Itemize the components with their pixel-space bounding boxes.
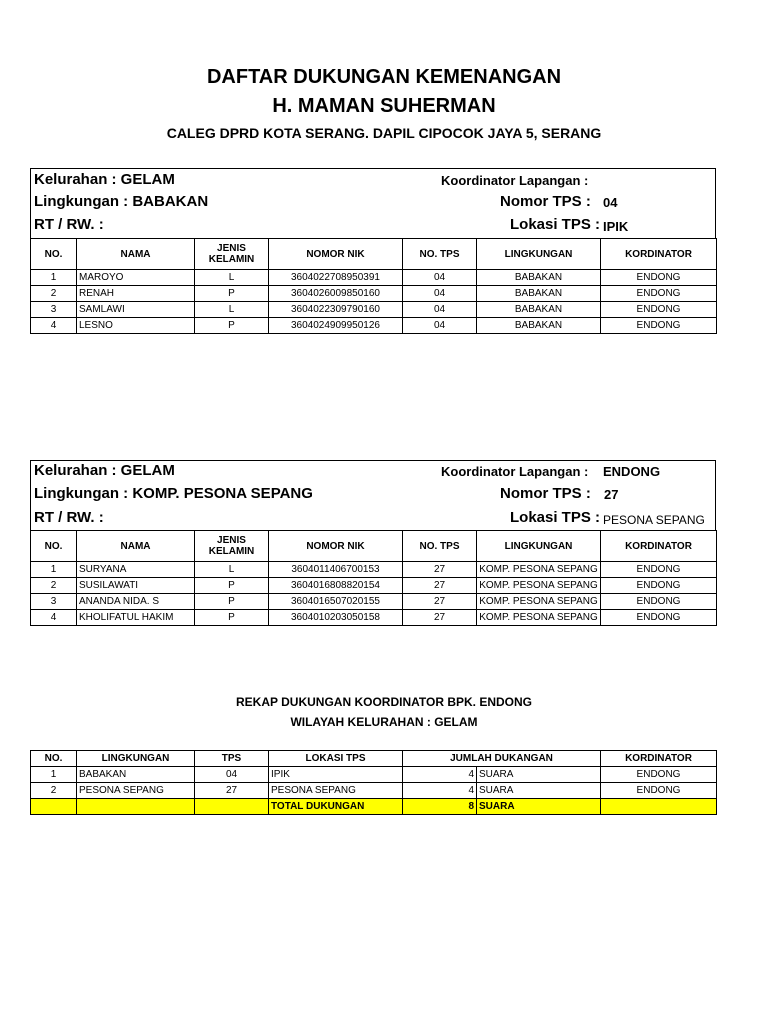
kelurahan-label: Kelurahan : GELAM	[34, 462, 175, 479]
col-kordinator: KORDINATOR	[601, 751, 717, 767]
lokasi-tps-label: Lokasi TPS :	[510, 216, 601, 233]
table-header-row	[31, 531, 717, 562]
col-jenis-kelamin: JENIS KELAMIN	[195, 239, 269, 270]
col-kordinator: KORDINATOR	[601, 531, 717, 562]
lokasi-tps-label: Lokasi TPS :	[510, 509, 601, 526]
col-tps: TPS	[195, 751, 269, 767]
col-kordinator: KORDINATOR	[601, 239, 717, 270]
rekap-title: REKAP DUKUNGAN KOORDINATOR BPK. ENDONG	[235, 695, 532, 709]
section-info-box	[30, 168, 716, 238]
lokasi-tps-value: IPIK	[603, 219, 629, 234]
nomor-tps-label: Nomor TPS :	[500, 485, 591, 502]
rekap-subtitle: WILAYAH KELURAHAN : GELAM	[290, 715, 478, 729]
total-row	[31, 799, 717, 815]
table-row: 1 BABAKAN 04 IPIK 4 SUARA ENDONG	[31, 767, 717, 783]
koordinator-value: ENDONG	[603, 464, 661, 479]
col-nama: NAMA	[77, 531, 195, 562]
section-info-box	[30, 460, 716, 530]
table-header-row	[31, 239, 717, 270]
table-row: 1 MAROYO L 3604022708950391 04 BABAKAN ENDONG	[31, 270, 717, 286]
document-title: DAFTAR DUKUNGAN KEMENANGAN	[206, 66, 562, 88]
table-row: 3 ANANDA NIDA. S P 3604016507020155 27 KOMP. PESONA SEPANG ENDONG	[31, 594, 717, 610]
nomor-tps-label: Nomor TPS :	[500, 193, 591, 210]
kelurahan-label: Kelurahan : GELAM	[34, 171, 175, 188]
document-subtitle: CALEG DPRD KOTA SERANG. DAPIL CIPOCOK JAYA 5, SERANG	[166, 125, 602, 141]
col-no: NO.	[31, 239, 77, 270]
section-babakan	[30, 168, 716, 334]
total-value: 8	[403, 799, 477, 815]
section-pesona-sepang	[30, 460, 716, 626]
col-no: NO.	[31, 531, 77, 562]
table-row: 2 SUSILAWATI P 3604016808820154 27 KOMP. PESONA SEPANG ENDONG	[31, 578, 717, 594]
lingkungan-label: Lingkungan : KOMP. PESONA SEPANG	[34, 485, 313, 502]
col-lingkungan: LINGKUNGAN	[77, 751, 195, 767]
candidate-name: H. MAMAN SUHERMAN	[272, 95, 496, 117]
lokasi-tps-value: PESONA SEPANG	[603, 513, 705, 527]
col-no-tps: NO. TPS	[403, 531, 477, 562]
col-lingkungan: LINGKUNGAN	[477, 531, 601, 562]
rekap-section	[30, 750, 716, 815]
table-row: 4 LESNO P 3604024909950126 04 BABAKAN ENDONG	[31, 318, 717, 334]
col-nomor-nik: NOMOR NIK	[269, 239, 403, 270]
col-jenis-kelamin: JENIS KELAMIN	[195, 531, 269, 562]
table-row: 2 RENAH P 3604026009850160 04 BABAKAN ENDONG	[31, 286, 717, 302]
lingkungan-label: Lingkungan : BABAKAN	[34, 193, 209, 210]
nomor-tps-value: 27	[604, 487, 619, 502]
col-lokasi-tps: LOKASI TPS	[269, 751, 403, 767]
supporter-table	[30, 238, 717, 334]
koordinator-label: Koordinator Lapangan :	[441, 173, 589, 188]
supporter-table	[30, 530, 717, 626]
total-unit: SUARA	[477, 799, 601, 815]
table-row: 2 PESONA SEPANG 27 PESONA SEPANG 4 SUARA ENDONG	[31, 783, 717, 799]
col-no: NO.	[31, 751, 77, 767]
col-lingkungan: LINGKUNGAN	[477, 239, 601, 270]
table-row: 4 KHOLIFATUL HAKIM P 3604010203050158 27 KOMP. PESONA SEPANG ENDONG	[31, 610, 717, 626]
col-nomor-nik: NOMOR NIK	[269, 531, 403, 562]
table-row: 3 SAMLAWI L 3604022309790160 04 BABAKAN ENDONG	[31, 302, 717, 318]
rekap-table	[30, 750, 717, 815]
col-jumlah-dukangan: JUMLAH DUKANGAN	[403, 751, 601, 767]
rekap-header-row	[31, 751, 717, 767]
nomor-tps-value: 04	[603, 195, 618, 210]
rt-rw-label: RT / RW. :	[34, 216, 104, 233]
table-row: 1 SURYANA L 3604011406700153 27 KOMP. PESONA SEPANG ENDONG	[31, 562, 717, 578]
col-nama: NAMA	[77, 239, 195, 270]
col-no-tps: NO. TPS	[403, 239, 477, 270]
koordinator-label: Koordinator Lapangan :	[441, 464, 589, 479]
rt-rw-label: RT / RW. :	[34, 509, 104, 526]
total-label: TOTAL DUKUNGAN	[269, 799, 403, 815]
